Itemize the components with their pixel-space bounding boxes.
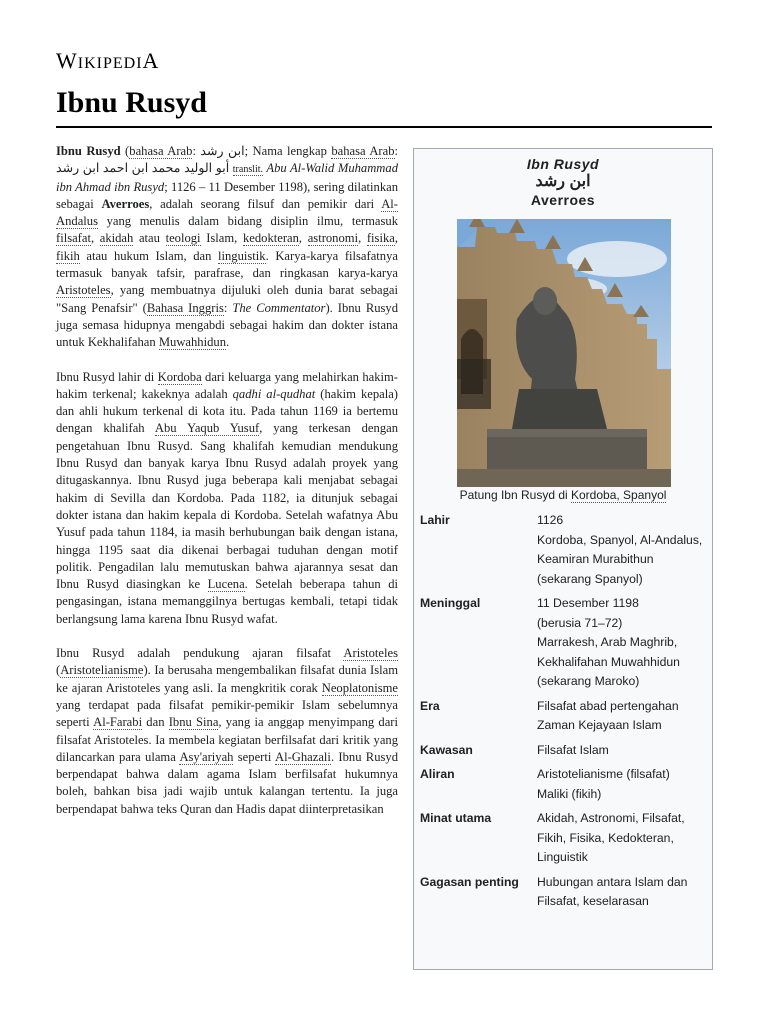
row-value	[537, 809, 707, 868]
birth-year: 1126	[537, 513, 564, 527]
text: dan	[142, 715, 169, 730]
logo-letter-a: A	[142, 48, 160, 73]
infobox-title-arabic: ابن رشد	[535, 173, 591, 190]
link-aristoteles-2[interactable]: Aristoteles	[343, 646, 398, 661]
link-asyariyah[interactable]: Asy'ariyah	[179, 749, 234, 764]
link-bahasa-inggris[interactable]: Bahasa Inggris	[146, 300, 224, 315]
subject-name: Ibnu Rusyd	[56, 144, 121, 158]
row-label: Meninggal	[420, 596, 481, 610]
link-al-farabi[interactable]: Al-Farabi	[93, 715, 143, 730]
link-ibnu-sina[interactable]: Ibnu Sina	[168, 715, 219, 730]
link-linguistik[interactable]: linguistik	[218, 248, 266, 263]
row-label: Kawasan	[420, 742, 473, 757]
text: ; 1126 – 11 Desember 1198), sering dilatinkan sebagai	[56, 179, 399, 211]
text: . Ibnu Rusyd berpendapat bahwa dalam agama Islam berfilsafat hukumnya boleh, bahkan bisa jadi wajib untuk kalangan tertentu. Ia juga berpendapat bahwa teks Quran dan Hadis dapat diinterpretasikan	[56, 749, 398, 816]
latin-name: Averroes	[101, 196, 150, 211]
infobox-row-minat-utama	[420, 809, 708, 868]
text: , yang membuatnya dijuluki oleh dunia barat sebagai "Sang Penafsir" (	[56, 283, 398, 315]
row-value	[537, 873, 707, 912]
text: yang menulis dalam bidang disiplin ilmu, termasuk	[97, 214, 398, 229]
paragraph-philosophy	[56, 645, 398, 818]
paragraph-biography	[56, 369, 398, 628]
text: :	[223, 300, 233, 315]
text: ,	[90, 231, 100, 246]
term-qadhi: qadhi al-qudhat	[232, 386, 316, 401]
link-filsafat[interactable]: filsafat	[56, 231, 91, 246]
wikipedia-logo[interactable]	[56, 48, 159, 74]
text: atau	[133, 231, 166, 246]
text: Ibnu Rusyd lahir di	[56, 369, 158, 384]
infobox-row-aliran	[420, 765, 708, 804]
death-date: 11 Desember 1198	[537, 596, 639, 610]
text: ). Ibnu Rusyd juga semasa hidupnya mengabdi sebagai hakim dan dokter istana untuk Kekhalifahan	[56, 300, 399, 350]
text: : أبو الوليد محمد ابن احمد ابن رشد	[56, 144, 398, 176]
birth-place[interactable]: Kordoba, Spanyol, Al-Andalus, Keamiran Murabithun (sekarang Spanyol)	[537, 532, 703, 586]
transliteration: Abu Al-Walid Muhammad ibn Ahmad ibn Rusyd	[56, 161, 398, 194]
row-label: Gagasan penting	[420, 874, 519, 889]
link-kordoba[interactable]: Kordoba	[157, 369, 202, 384]
logo-letter-w: W	[56, 48, 78, 73]
link-teologi[interactable]: teologi	[165, 231, 201, 246]
text: yang terdapat pada filsafat pemikir-pemikir Islam sebelumnya seperti	[56, 697, 398, 730]
row-value	[537, 511, 707, 589]
text: Ibnu Rusyd adalah pendukung ajaran filsafat	[56, 646, 344, 661]
age-at-death: (berusia 71–72)	[537, 615, 623, 630]
text: dari keluarga yang melahirkan hakim-hakim terkenal; kakeknya adalah	[56, 369, 399, 401]
row-value	[537, 741, 707, 761]
text: ,	[358, 231, 367, 246]
region-link[interactable]: Filsafat Islam	[537, 742, 609, 757]
link-translit[interactable]: translit.	[232, 164, 264, 176]
text: ,	[298, 231, 308, 246]
link-aristoteles[interactable]: Aristoteles	[56, 283, 111, 298]
infobox	[413, 148, 713, 970]
link-bahasa-arab[interactable]: bahasa Arab	[129, 144, 193, 158]
era-link-2[interactable]: Zaman Kejayaan Islam	[537, 718, 662, 732]
row-label: Aliran	[420, 767, 455, 781]
infobox-row-meninggal	[420, 594, 708, 692]
text: (hakim kepala) dan ahli hukum terkenal di kota itu. Pada tahun 1169 ia bertemu dengan khalifah	[56, 386, 398, 436]
link-al-andalus[interactable]: Al-Andalus	[56, 196, 398, 229]
row-value	[537, 697, 707, 736]
infobox-title-latin: Averroes	[530, 192, 596, 208]
link-neoplatonisme[interactable]: Neoplatonisme	[321, 680, 398, 695]
caption-text: Patung Ibn Rusyd di	[459, 488, 571, 502]
text: , yang terkesan dengan pengetahuan Ibnu Rusyd. Sang khalifah kemudian mendukung Ibnu Rusyd dan banyak karya Ibnu Rusyd adalah proyek yang ditugaskannya. Ibnu Rusyd juga beberapa kali menjabat sebagai hakim di Sevilla dan Kordoba. Pada 1182, ia ditunjuk sebagai dokter istana dan hakim kepala di Kordoba. Setelah wafatnya Abu Yusuf pada tahun 1184, ia masih berhubungan baik dengan istana, hingga 1195 saat dia dikenai berbagai tuduhan dengan motif politik. Pengadilan lalu memutuskan bahwa ajarannya sesat dan Ibnu Rusyd diasingkan ke	[56, 421, 398, 592]
school-link-2[interactable]: Maliki (fikih)	[537, 786, 602, 801]
infobox-title: Ibn Rusyd	[526, 156, 600, 172]
link-akidah[interactable]: akidah	[99, 231, 134, 246]
infobox-row-lahir	[420, 511, 708, 589]
text: .	[226, 335, 230, 350]
death-place[interactable]: Marrakesh, Arab Maghrib, Kekhalifahan Muwahhidun (sekarang Maroko)	[537, 635, 680, 688]
row-label: Minat utama	[420, 811, 492, 825]
link-astronomi[interactable]: astronomi	[307, 231, 359, 246]
paragraph-intro	[56, 143, 398, 352]
text: seperti	[233, 749, 275, 764]
english-epithet: The Commentator	[232, 300, 326, 315]
link-lucena[interactable]: Lucena	[207, 577, 245, 592]
link-al-ghazali[interactable]: Al-Ghazali	[274, 749, 331, 764]
text: Islam,	[200, 231, 243, 246]
link-abu-yaqub-yusuf[interactable]: Abu Yaqub Yusuf	[154, 421, 260, 436]
row-value	[537, 765, 707, 804]
text: ). Ia berusaha mengembalikan filsafat dunia Islam ke ajaran Aristoteles yang asli. Ia mengkritik corak	[56, 663, 398, 695]
statue-photo[interactable]	[457, 219, 671, 487]
row-value	[537, 594, 707, 692]
row-label: Era	[420, 698, 440, 713]
caption-link-kordoba[interactable]: Kordoba, Spanyol	[571, 488, 667, 502]
link-fikih[interactable]: fikih	[56, 248, 80, 263]
infobox-rows	[420, 511, 708, 917]
notable-ideas: Hubungan antara Islam dan Filsafat, keselarasan	[537, 874, 688, 908]
text: . Karya-karya filsafatnya termasuk banyak tafsir, parafrase, dan ringkasan karya-karya	[56, 248, 398, 281]
link-bahasa-arab-2[interactable]: bahasa Arab	[331, 144, 395, 158]
text: ,	[394, 231, 398, 246]
school-link-1[interactable]: Aristotelianisme (filsafat)	[537, 767, 670, 781]
infobox-header	[414, 149, 712, 208]
link-muwahhidun[interactable]: Muwahhidun	[158, 335, 226, 350]
text: atau hukum Islam, dan	[79, 248, 218, 263]
logo-text: IKIPEDI	[77, 55, 143, 72]
era-link-1[interactable]: Filsafat abad pertengahan	[537, 698, 679, 713]
text: (	[56, 663, 61, 678]
text: . Setelah beberapa tahun di pengasingan, istana memanggilnya bertugas kembali, tetapi tidak berlangsung lama karena Ibnu Rusyd wafat.	[56, 577, 398, 626]
link-kedokteran[interactable]: kedokteran	[242, 231, 299, 246]
infobox-row-kawasan	[420, 741, 708, 761]
text: , yang ia anggap menyimpang dari filsafat Aristoteles. Ia membela kegiatan berfilsafat dari kritik yang dilancarkan para ulama	[56, 715, 398, 764]
statue-photo-image	[457, 219, 671, 487]
page-title: Ibnu Rusyd	[56, 86, 207, 119]
text: (	[120, 144, 130, 158]
infobox-row-gagasan-penting	[420, 873, 708, 912]
text: , adalah seorang filsuf dan pemikir dari	[149, 196, 382, 211]
photo-caption	[414, 488, 712, 502]
infobox-row-era	[420, 697, 708, 736]
link-fisika[interactable]: fisika	[366, 231, 395, 246]
title-divider	[56, 126, 712, 128]
link-aristotelianisme[interactable]: Aristotelianisme	[60, 663, 144, 678]
interests-links[interactable]: Akidah, Astronomi, Filsafat, Fikih, Fisika, Kedokteran, Linguistik	[537, 811, 685, 864]
text: : ابن رشد; Nama lengkap	[192, 144, 332, 158]
article-body	[56, 143, 398, 835]
row-label: Lahir	[420, 513, 450, 527]
